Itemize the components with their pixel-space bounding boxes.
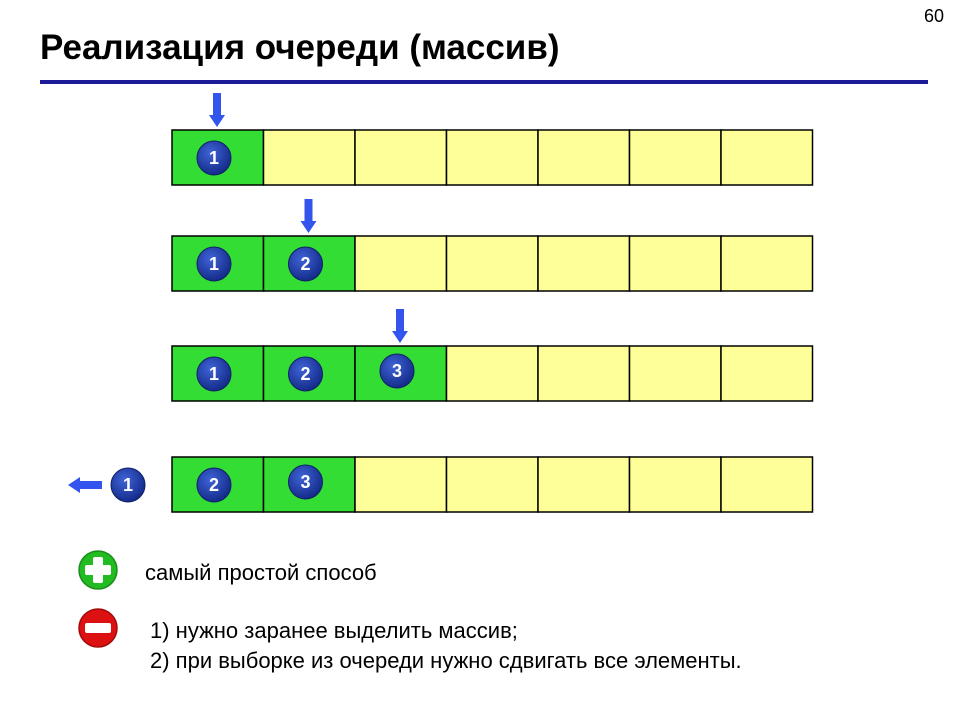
queue-cell xyxy=(721,236,813,291)
queue-ball-label: 2 xyxy=(208,475,220,495)
queue-cell xyxy=(630,346,722,401)
queue-cell xyxy=(355,457,447,512)
queue-cell xyxy=(447,236,539,291)
queue-cell xyxy=(355,236,447,291)
queue-cell xyxy=(447,130,539,185)
queue-cell xyxy=(264,130,356,185)
queue-cell xyxy=(447,457,539,512)
insert-arrow xyxy=(301,199,317,233)
cons-item-1: 1) нужно заранее выделить массив; xyxy=(150,618,518,643)
page-title: Реализация очереди (массив) xyxy=(40,28,560,67)
queue-cell xyxy=(538,236,630,291)
queue-cell xyxy=(630,130,722,185)
insert-arrow xyxy=(209,93,225,127)
queue-ball-label: 1 xyxy=(208,148,220,168)
queue-ball-label: 3 xyxy=(391,361,403,381)
cons-item-2: 2) при выборке из очереди нужно сдвигать все элементы. xyxy=(150,648,742,673)
queue-cell xyxy=(538,457,630,512)
queue-ball-label: 2 xyxy=(300,254,311,274)
queue-cell xyxy=(721,457,813,512)
insert-arrow xyxy=(392,309,408,343)
queue-cell xyxy=(447,346,539,401)
queue-ball-label: 3 xyxy=(300,472,311,492)
queue-cell xyxy=(630,457,722,512)
queue-ball-label: 2 xyxy=(300,364,311,384)
queue-cell xyxy=(721,130,813,185)
removed-ball-label: 1 xyxy=(122,475,134,495)
queue-cell xyxy=(538,130,630,185)
queue-ball-label: 1 xyxy=(208,254,220,274)
queue-ball-label: 1 xyxy=(208,364,220,384)
page-number: 60 xyxy=(923,6,944,26)
plus-icon xyxy=(78,550,118,590)
pros-text: самый простой способ xyxy=(145,560,377,585)
remove-arrow xyxy=(68,477,102,493)
queue-cell xyxy=(721,346,813,401)
queue-cell xyxy=(630,236,722,291)
minus-icon xyxy=(78,608,118,648)
queue-cell xyxy=(355,130,447,185)
queue-cell xyxy=(538,346,630,401)
